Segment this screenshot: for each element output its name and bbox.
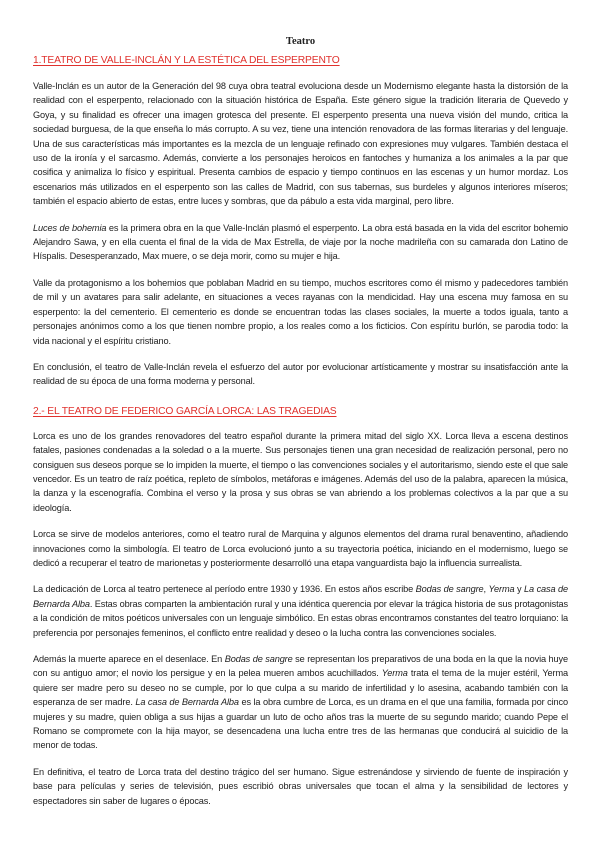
paragraph (33, 582, 568, 640)
document-title: Teatro (285, 36, 316, 47)
text-run: La dedicación de Lorca al teatro pertenece al período entre 1930 y 1936. En estos años escribe (33, 584, 416, 595)
text-run: es la primera obra en la que Valle-Inclán plasmó el esperpento. La obra está basada en la vida del escritor bohemio Alejandro Sawa, y en ella cuenta el final de la vida de Max Estrella, de viaje por la noche madrileña con su camarada don Latino de Híspalis. Desesperanzado, Max muere, o se deja morir, como su mujer e hija. (33, 222, 568, 262)
work-title: Luces de bohemia (33, 222, 107, 233)
text-run: , (483, 584, 489, 595)
paragraph (33, 527, 568, 570)
section-body-garcia-lorca (33, 429, 568, 808)
text-run: es la obra cumbre de Lorca, es un drama en el que una familia, formada por cinco mujeres y su madre, quien obliga a sus hijas a guardar un luto de ocho años tras la muerte de su segundo marido; cuando Pepe el Romano se compromete con la hija mayor, se desencadena una lucha entre tres de las hermanas que conducirá al suicidio de la menor de todas. (33, 697, 568, 751)
text-run: y (514, 584, 525, 595)
paragraph (33, 765, 568, 808)
text-run: . Estas obras comparten la ambientación rural y una idéntica querencia por elevar la trágica historia de sus protagonistas a la condición de mitos poéticos universales con un lenguaje simbólico. En estas obras encontramos constantes del teatro lorquiano: la preferencia por personajes femeninos, el conflicto entre realidad y deseo o la lucha contra las convenciones sociales. (33, 598, 568, 638)
text-run: Valle-Inclán es un autor de la Generación del 98 cuya obra teatral evoluciona desde un Modernismo elegante hasta la distorsión de la realidad con el esperpento, relacionado con la situación histórica de España. Este género sigue la tradición literaria de Quevedo y Goya, y su finalidad es ofrecer una imagen grotesca del presente. El esperpento presenta una nueva visión del mundo, critica la sociedad burguesa, de la que enseña lo más corrupto. A su vez, tiene una intención renovadora de las formas literarias y del lenguaje. Una de sus características más importantes es la mezcla de un lenguaje refinado con expresiones muy vulgares. También destaca el uso de la ironía y el sarcasmo. Además, convierte a los personajes heroicos en fantoches y humaniza a los animales a la par que cosifica y animaliza lo físico y espiritual. Presenta cambios de espacio y tiempo continuos en las escenas y un humor mordaz. Los escenarios más utilizados en el esperpento son las calles de Madrid, con sus tabernas, sus burdeles y algunos interiores míseros; también el espacio abierto de estas, entre luces y sombras, que da pábulo a esta vida marginal, pero libre. (33, 81, 568, 207)
work-title: Yerma (381, 668, 408, 679)
section-heading-valle-inclan: 1.TEATRO DE VALLE-INCLÁN Y LA ESTÉTICA DEL ESPERPENTO (33, 55, 340, 66)
paragraph (33, 276, 568, 348)
work-title: Bodas de sangre (224, 654, 293, 664)
work-title: Yerma (488, 584, 515, 595)
work-title: La casa de Bernarda Alba (33, 584, 569, 609)
work-title: Bodas de sangre (415, 584, 484, 595)
paragraph (33, 652, 568, 753)
paragraph (33, 221, 568, 264)
text-run: Además la muerte aparece en el desenlace. En (33, 654, 225, 664)
paragraph (33, 79, 568, 209)
text-run: Lorca es uno de los grandes renovadores del teatro español durante la primera mitad del siglo XX. Lorca lleva a escena destinos fatales, pasiones condenadas a la soledad o a la muerte. Sus personajes tienen una gran necesidad de realización personal, pero no consiguen sus deseos porque se lo impiden la muerte, el tiempo o las convenciones sociales y el autoritarismo, siendo este el que sale vencedor. Es un teatro de raíz poética, repleto de símbolos, metáforas e imágenes. Además del uso de la palabra, aparecen la música, la danza y la escenografía. Combina el verso y la prosa y sus obras se van abriendo a los problemas colectivos a la par que a su ideología. (33, 430, 568, 513)
section-body-valle-inclan (33, 79, 568, 389)
text-run: trata el tema de la mujer estéril, Yerma quiere ser madre pero su deseo no se cumple, por lo que culpa a su marido de infertilidad y lo asesina, acabando también con la esperanza de ser madre. (33, 668, 568, 708)
text-run: se representan los preparativos de una boda en la que la novia huye con su antiguo amor; el novio los persigue y en la pelea mueren ambos acuchillados. (33, 654, 569, 679)
text-run: En definitiva, el teatro de Lorca trata del destino trágico del ser humano. Sigue estrenándose y sirviendo de fuente de inspiración y base para películas y series de televisión, pues escribió obras universales que tocan el alma y la sensibilidad de lectores y espectadores sin saber de lugares o épocas. (33, 766, 568, 806)
work-title: La casa de Bernarda Alba (135, 697, 239, 708)
paragraph (33, 429, 568, 515)
text-run: En conclusión, el teatro de Valle-Inclán revela el esfuerzo del autor por evolucionar artísticamente y mostrar su insatisfacción ante la realidad de su época de una forma moderna y personal. (33, 361, 568, 387)
section-heading-garcia-lorca: 2.- EL TEATRO DE FEDERICO GARCÍA LORCA: LAS TRAGEDIAS (33, 405, 337, 417)
paragraph (33, 360, 568, 389)
text-run: Valle da protagonismo a los bohemios que poblaban Madrid en su tiempo, muchos escritores como él mismo y padecedores también de mil y un avatares para salir adelante, en situaciones a veces rayanas con la mendicidad. Hay una escena muy famosa en su esperpento: la del cementerio. El cementerio es donde se encuentran todas las clases sociales, la muerte a todos iguala, tanto a personajes anónimos como a los que tienen nombre propio, a los reales como a los ficticios. Con espíritu burlón, se parodia todo: la vida nacional y el espíritu cristiano. (33, 277, 568, 346)
text-run: Lorca se sirve de modelos anteriores, como el teatro rural de Marquina y algunos elementos del drama rural benaventino, añadiendo innovaciones como la simbología. El teatro de Lorca evolucionó junto a su trayectoria poética, iniciando en el modernismo, luego se dedicó a recuperar el teatro de marionetas y posteriormente desarrolló una etapa vanguardista bajo la influencia surrealista. (33, 529, 568, 568)
